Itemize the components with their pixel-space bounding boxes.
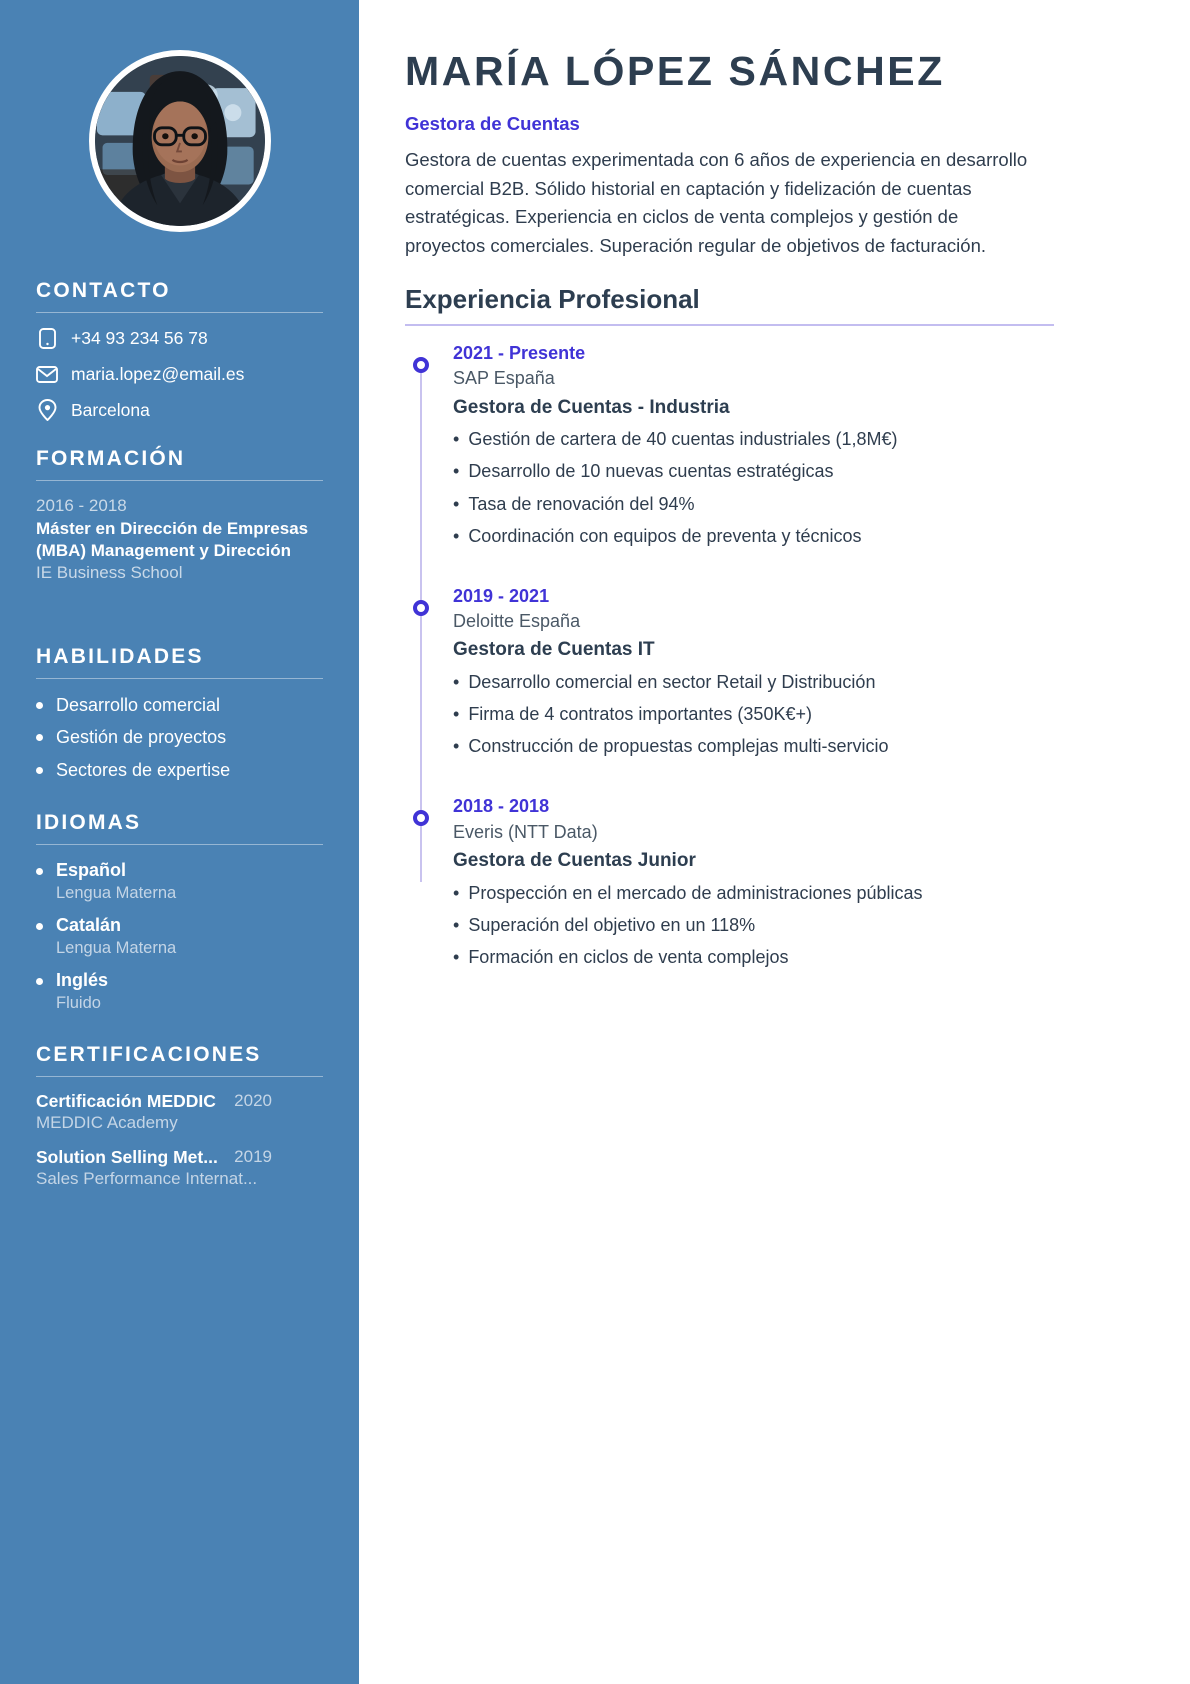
timeline-marker-icon xyxy=(413,810,429,826)
skill-item xyxy=(36,758,323,782)
bullet-text: Firma de 4 contratos importantes (350K€+) xyxy=(468,704,812,725)
main-content xyxy=(359,0,1190,1684)
job-role-subtitle: Gestora de Cuentas xyxy=(405,113,580,135)
habilidades-heading: HABILIDADES xyxy=(36,645,204,669)
bullet-dot-icon: • xyxy=(453,882,460,903)
profile-summary: Gestora de cuentas experimentada con 6 años de experiencia en desarrollo comercial B2B. Sólido historial en captación y fidelización de cuentas estratégicas. Experiencia en ciclos de venta complejos y gestión de proyectos comerciales. Superación regular de objetivos de facturación. xyxy=(405,149,1028,257)
sidebar xyxy=(0,0,359,1684)
bullet-text: Coordinación con equipos de preventa y técnicos xyxy=(468,525,862,546)
experience-bullets xyxy=(453,880,1060,970)
bullet-item xyxy=(453,701,1060,727)
bullet-text: Gestión de cartera de 40 cuentas industriales (1,8M€) xyxy=(468,429,898,450)
certification-year: 2019 xyxy=(234,1147,272,1167)
divider xyxy=(36,312,323,313)
certification-org: Sales Performance Internat... xyxy=(36,1169,258,1189)
language-item xyxy=(36,969,323,1015)
location-pin-icon xyxy=(36,399,58,421)
language-item xyxy=(36,914,323,960)
experience-item xyxy=(405,342,1060,549)
experience-item xyxy=(405,795,1060,970)
bullet-dot-icon xyxy=(36,868,43,875)
certification-item xyxy=(36,1147,323,1189)
bullet-text: Prospección en el mercado de administraciones públicas xyxy=(468,882,923,903)
experience-date: 2019 - 2021 xyxy=(453,585,550,606)
language-level: Lengua Materna xyxy=(56,939,177,958)
bullet-dot-icon: • xyxy=(453,736,460,757)
education-date: 2016 - 2018 xyxy=(36,496,127,515)
section-formacion xyxy=(36,447,323,585)
photo-container xyxy=(0,0,359,232)
experience-title: Gestora de Cuentas IT xyxy=(453,639,655,661)
language-name: Español xyxy=(56,859,127,880)
contact-location[interactable] xyxy=(36,399,323,421)
bullet-dot-icon xyxy=(36,923,43,930)
bullet-dot-icon: • xyxy=(453,704,460,725)
bullet-dot-icon xyxy=(36,702,43,709)
bullet-dot-icon xyxy=(36,767,43,774)
divider xyxy=(36,678,323,679)
avatar xyxy=(89,50,271,232)
language-name: Inglés xyxy=(56,969,109,990)
bullet-item xyxy=(453,669,1060,695)
experience-timeline xyxy=(405,342,1060,970)
certificaciones-heading: CERTIFICACIONES xyxy=(36,1043,262,1067)
certification-year: 2020 xyxy=(234,1091,272,1111)
formacion-heading: FORMACIÓN xyxy=(36,447,186,470)
skill-label: Gestión de proyectos xyxy=(56,727,227,748)
education-entry xyxy=(36,495,323,585)
timeline-marker-icon xyxy=(413,600,429,616)
profile-photo-illustration xyxy=(95,56,265,226)
bullet-dot-icon: • xyxy=(453,461,460,482)
contact-phone-value: +34 93 234 56 78 xyxy=(71,327,208,348)
contact-email-value: maria.lopez@email.es xyxy=(71,363,245,384)
bullet-item xyxy=(453,523,1060,549)
experience-bullets xyxy=(453,426,1060,548)
language-level: Lengua Materna xyxy=(56,884,177,903)
bullet-text: Superación del objetivo en un 118% xyxy=(468,915,756,936)
bullet-dot-icon: • xyxy=(453,525,460,546)
bullet-dot-icon xyxy=(36,978,43,985)
bullet-text: Desarrollo de 10 nuevas cuentas estratégicas xyxy=(468,461,834,482)
skill-label: Sectores de expertise xyxy=(56,759,231,780)
bullet-dot-icon: • xyxy=(453,493,460,514)
divider xyxy=(36,1076,323,1077)
experience-company: Everis (NTT Data) xyxy=(453,821,598,842)
bullet-dot-icon: • xyxy=(453,947,460,968)
skill-label: Desarrollo comercial xyxy=(56,695,221,716)
certification-org: MEDDIC Academy xyxy=(36,1113,178,1133)
experience-bullets xyxy=(453,669,1060,759)
section-idiomas xyxy=(36,811,323,1014)
education-school: IE Business School xyxy=(36,563,183,583)
experience-company: Deloitte España xyxy=(453,611,581,632)
divider xyxy=(36,844,323,845)
experience-section-title: Experiencia Profesional xyxy=(405,283,700,314)
education-degree: Máster en Dirección de Empresas (MBA) Management y Dirección xyxy=(36,518,309,561)
language-item xyxy=(36,859,323,905)
bullet-text: Construcción de propuestas complejas multi-servicio xyxy=(468,736,889,757)
divider xyxy=(36,480,323,481)
bullet-item xyxy=(453,880,1060,906)
envelope-icon xyxy=(36,363,58,385)
contacto-heading: CONTACTO xyxy=(36,279,171,302)
section-certificaciones xyxy=(36,1043,323,1189)
language-level: Fluido xyxy=(56,994,101,1012)
bullet-item xyxy=(453,458,1060,484)
bullet-text: Formación en ciclos de venta complejos xyxy=(468,947,789,968)
idiomas-heading: IDIOMAS xyxy=(36,810,142,834)
section-divider xyxy=(405,324,1054,326)
bullet-item xyxy=(453,426,1060,452)
bullet-item xyxy=(453,733,1060,759)
experience-title: Gestora de Cuentas - Industria xyxy=(453,396,730,418)
skill-item xyxy=(36,725,323,749)
contact-location-value: Barcelona xyxy=(71,399,150,420)
language-name: Catalán xyxy=(56,914,122,935)
section-habilidades xyxy=(36,645,323,782)
bullet-item xyxy=(453,491,1060,517)
bullet-dot-icon: • xyxy=(453,672,460,693)
experience-date: 2021 - Presente xyxy=(453,342,586,363)
bullet-item xyxy=(453,912,1060,938)
phone-icon xyxy=(36,327,58,349)
bullet-text: Desarrollo comercial en sector Retail y Distribución xyxy=(468,672,876,693)
experience-item xyxy=(405,585,1060,760)
bullet-text: Tasa de renovación del 94% xyxy=(468,493,695,514)
bullet-dot-icon: • xyxy=(453,915,460,936)
experience-company: SAP España xyxy=(453,368,555,389)
certification-name: Certificación MEDDIC xyxy=(36,1091,216,1112)
contact-email[interactable] xyxy=(36,363,323,385)
bullet-dot-icon: • xyxy=(453,429,460,450)
section-contacto xyxy=(36,279,323,421)
page-title: MARÍA LÓPEZ SÁNCHEZ xyxy=(405,48,945,94)
contact-phone[interactable] xyxy=(36,327,323,349)
certification-name: Solution Selling Met... xyxy=(36,1147,218,1168)
timeline-marker-icon xyxy=(413,357,429,373)
experience-title: Gestora de Cuentas Junior xyxy=(453,850,696,872)
bullet-dot-icon xyxy=(36,734,43,741)
skill-item xyxy=(36,693,323,717)
experience-date: 2018 - 2018 xyxy=(453,796,550,817)
certification-item xyxy=(36,1091,323,1133)
bullet-item xyxy=(453,944,1060,970)
